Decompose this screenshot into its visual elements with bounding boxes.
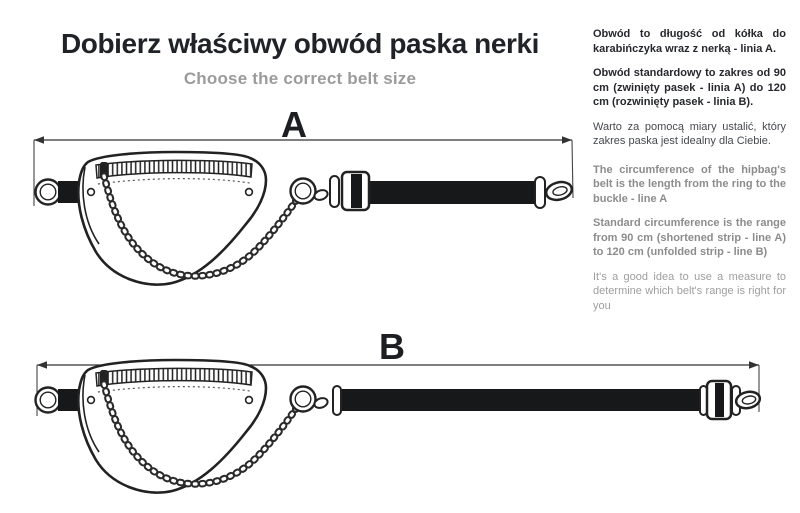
diagram-b <box>0 320 800 513</box>
belt-strap-b <box>340 389 710 411</box>
hipbag-illustration-a <box>36 152 329 285</box>
arrowhead-left-icon <box>34 136 44 144</box>
length-label-b: B <box>379 326 405 367</box>
pl-paragraph-circumference: Obwód to długość od kółka do karabińczyka wraz z nerką - linia A. <box>593 28 786 55</box>
belt-strap-a <box>360 181 538 204</box>
header <box>20 28 580 89</box>
pl-paragraph-standard-range: Obwód standardowy to zakres od 90 cm (zwinięty pasek - linia A) do 120 cm (rozwinięty pasek - linia B). <box>593 67 786 108</box>
en-paragraph-circumference: The circumference of the hipbag's belt is the length from the ring to the buckle - line A <box>593 163 786 205</box>
page-subtitle: Choose the correct belt size <box>183 69 417 88</box>
slider-buckle-a <box>342 172 369 210</box>
slider-buckle-b <box>707 381 731 419</box>
end-loop <box>535 177 545 208</box>
arrowhead-right-icon <box>749 361 759 369</box>
snap-hook-icon-a <box>544 180 573 203</box>
diagram-a <box>0 105 800 315</box>
en-paragraph-standard-range: Standard circumference is the range from 90 cm (shortened strip - line A) to 120 cm (unfolded strip - line B) <box>593 217 786 258</box>
pl-paragraph-advice: Warto za pomocą miary ustalić, który zakres paska jest idealny dla Ciebie. <box>593 120 786 147</box>
metal-loop <box>330 176 339 207</box>
arrowhead-right-icon <box>562 136 572 144</box>
metal-loop <box>333 386 341 415</box>
arrowhead-left-icon <box>37 361 47 369</box>
hipbag-illustration-b <box>36 360 329 493</box>
en-paragraph-advice: It's a good idea to use a measure to determine which belt's range is right for you <box>593 270 786 312</box>
length-label-a: A <box>281 105 307 145</box>
page-title: Dobierz właściwy obwód paska nerki <box>60 28 540 59</box>
